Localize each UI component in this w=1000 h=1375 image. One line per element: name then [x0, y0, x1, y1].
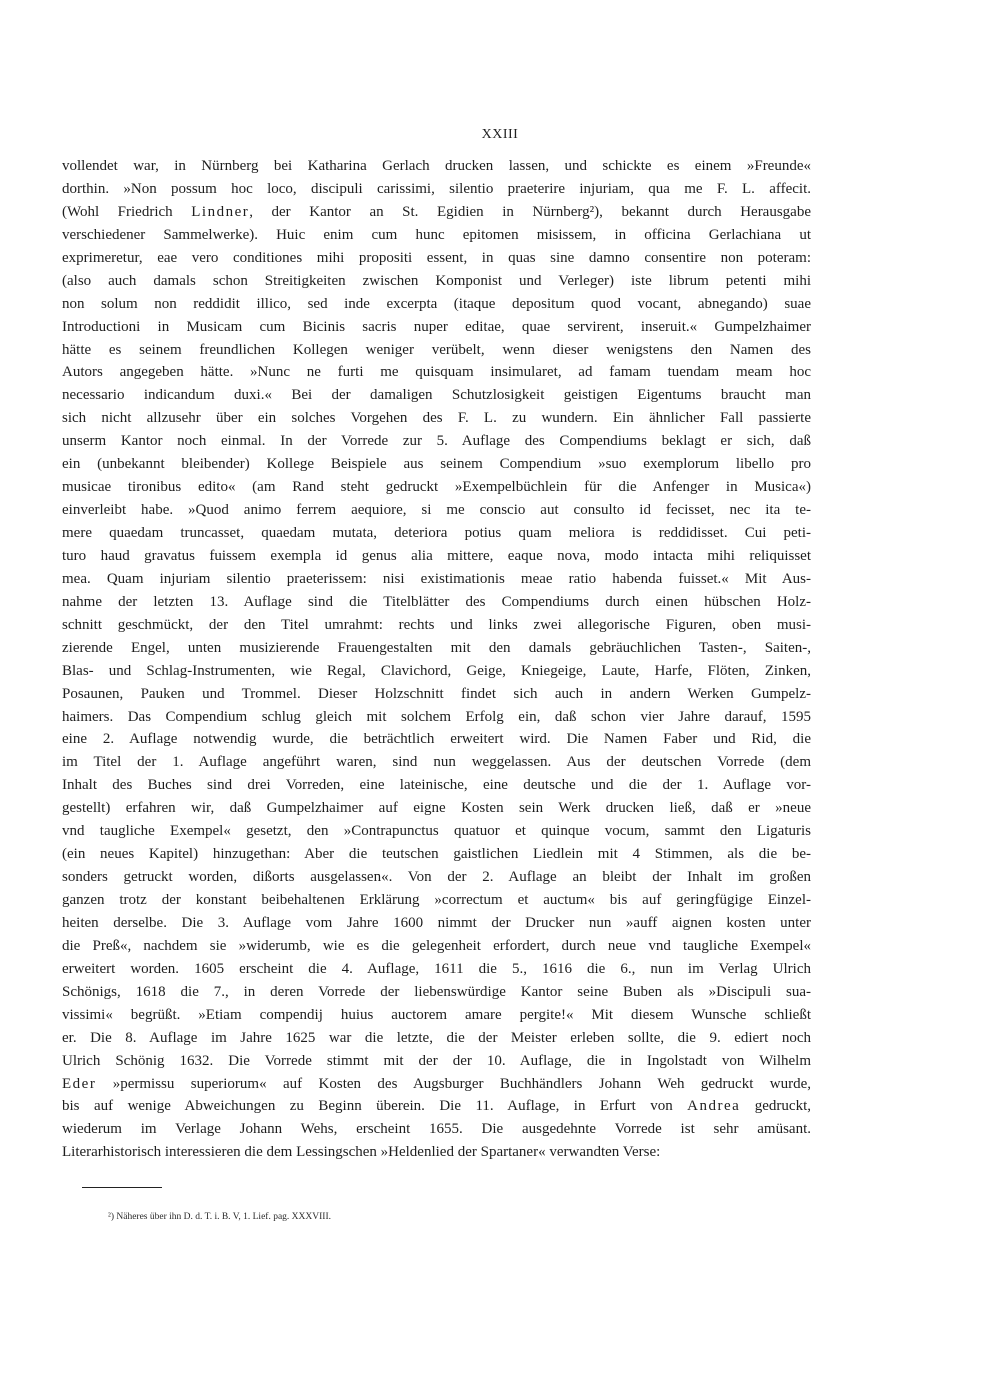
text-line: sich nicht allzusehr über ein solches Vorgehen des F. L. zu wundern. Ein ähnlicher Fall passierte	[62, 410, 811, 427]
text-line: ein (unbekannt bleibender) Kollege Beispiele aus seinem Compendium »suo exemplorum libello pro	[62, 456, 811, 473]
text-line: zierende Engel, unten musizierende Frauengestalten mit den damals gebräuchlichen Tasten-, Saiten-,	[62, 639, 811, 656]
text-line: (Wohl Friedrich Lindner, der Kantor an St. Egidien in Nürnberg²), bekannt durch Herausgabe	[62, 203, 811, 220]
text-line: im Titel der 1. Auflage angeführt waren, sind nun weggelassen. Aus der deutschen Vorrede (dem	[62, 754, 811, 771]
text-line: non solum non reddidit illico, sed inde excerpta (itaque depositum quod vocant, abnegando) suae	[62, 295, 811, 312]
text-line: haimers. Das Compendium schlug gleich mit solchem Erfolg ein, daß schon vier Jahre darauf, 1595	[62, 708, 811, 725]
text-line: vollendet war, in Nürnberg bei Katharina Gerlach drucken lassen, und schickte es einem »Freunde«	[62, 158, 811, 174]
text-line: mere quaedam truncasset, quaedam mutata, deteriora potius quam meliora is reddidisset. Cui peti-	[62, 525, 811, 541]
spaced-name: Lindner	[191, 203, 250, 220]
text-line: vissimi« begrüßt. »Etiam compendij huius auctorem amare pergite!« Mit diesem Wunsche schließt	[62, 1006, 811, 1023]
spaced-name: Andrea	[687, 1098, 741, 1115]
spaced-name: Eder	[62, 1075, 97, 1092]
body-text	[62, 155, 811, 1164]
text-line: Autors angegeben hätte. »Nunc ne furti me quisquam insimularet, ad famam tuendam meam hoc	[62, 364, 811, 381]
text-line: musicae tironibus edito« (am Rand steht gedruckt »Exempelbüchlein für die Anfenger in Musica«)	[62, 479, 811, 496]
text-line: einverleibt habe. »Quod animo ferrem aequiore, si me conscio aut consulto id fecisset, nec ita te-	[62, 502, 811, 519]
text-line: verschiedener Sammelwerke). Huic enim cum hunc epitomen misissem, in officina Gerlachiana ut	[62, 226, 811, 243]
text-line: Literarhistorisch interessieren die dem Lessingschen »Heldenlied der Spartaner« verwandten Verse:	[62, 1144, 661, 1161]
text-line: nahme der letzten 13. Auflage sind die Titelblätter des Compendiums durch einen hübschen Holz-	[62, 593, 811, 610]
text-line: (also auch damals schon Streitigkeiten zwischen Komponist und Verleger) iste librum petenti mihi	[62, 272, 811, 289]
text-line: Ulrich Schönig 1632. Die Vorrede stimmt mit der der 10. Auflage, die in Ingolstadt von Wilhelm	[62, 1052, 811, 1069]
text-line: turo haud gravatus fuissem exempla id genus alia mittere, eaque nova, modo intacta mihi reliquisset	[62, 547, 811, 564]
text-line: bis auf wenige Abweichungen zu Beginn überein. Die 11. Auflage, in Erfurt von Andrea gedruckt,	[62, 1098, 811, 1115]
text-line: heiten derselbe. Die 3. Auflage vom Jahre 1600 nimmt der Drucker nun »auff aignen kosten unter	[62, 914, 811, 931]
text-line: eine 2. Auflage notwendig wurde, die beträchtlich erweitert wird. Die Namen Faber und Rid, die	[62, 731, 811, 748]
text-line: hätte es seinem freundlichen Kollegen weniger verübelt, wenn dieser wenigstens den Namen des	[62, 341, 811, 358]
text-line: gestellt) erfahren wir, daß Gumpelzhaimer auf eigne Kosten sein Werk drucken ließ, daß er »neue	[62, 800, 811, 817]
text-line: wiederum im Verlage Johann Wehs, erscheint 1655. Die ausgedehnte Vorrede ist sehr amüsant.	[62, 1121, 811, 1138]
text-line: necessario indicandum duxi.« Bei der damaligen Schutzlosigkeit geistigen Eigentums braucht man	[62, 387, 811, 404]
text-line: sonders getruckt worden, dißorts ausgelassen«. Von der 2. Auflage an bleibt der Inhalt im großen	[62, 869, 811, 886]
page-number: XXIII	[481, 127, 519, 142]
text-line: die Preß«, nachdem sie »widerumb, wie es die gelegenheit erfordert, durch neue vnd taugliche Exempel«	[62, 937, 811, 954]
text-line: Eder »permissu superiorum« auf Kosten des Augsburger Buchhändlers Johann Weh gedruckt wurde,	[62, 1075, 811, 1092]
footnote: ²) Näheres über ihn D. d. T. i. B. V, 1. Lief. pag. XXXVIII.	[108, 1212, 331, 1222]
text-line: schnitt geschmückt, der den Titel umrahmt: rechts und links zwei allegorische Figuren, oben musi-	[62, 616, 811, 633]
text-line: Posaunen, Pauken und Trommel. Dieser Holzschnitt findet sich auch in andern Werken Gumpelz-	[62, 685, 811, 702]
text-line: er. Die 8. Auflage im Jahre 1625 war die letzte, die der Meister erleben sollte, die 9. ediert noch	[62, 1029, 811, 1046]
text-line: ganzen trotz der konstant beibehaltenen Erklärung »correctum et auctum« bis auf geringfügige Einzel-	[62, 892, 811, 908]
text-line: dorthin. »Non possum hoc loco, discipuli carissimi, silentio praeterire injuriam, qua me F. L. affecit.	[62, 180, 811, 197]
text-line: Inhalt des Buches sind drei Vorreden, eine lateinische, eine deutsche und die der 1. Auflage vor-	[62, 777, 811, 794]
text-line: mea. Quam injuriam silentio praeterissem: nisi existimationis meae ratio habenda fuisset.« Mit Aus-	[62, 570, 811, 587]
text-line: Introductioni in Musicam cum Bicinis sacris nuper editae, quae servirent, inseruit.« Gumpelzhaimer	[62, 318, 811, 335]
text-line: Schönigs, 1618 die 7., in deren Vorrede der liebenswürdige Kantor seine Buben als »Discipuli sua-	[62, 983, 811, 1000]
footnote-divider	[82, 1187, 162, 1188]
text-line: erweitert worden. 1605 erscheint die 4. Auflage, 1611 die 5., 1616 die 6., nun im Verlag Ulrich	[62, 960, 811, 977]
text-line: unserm Kantor noch einmal. In der Vorrede zur 5. Auflage des Compendiums beklagt er sich, daß	[62, 433, 811, 450]
text-line: (ein neues Kapitel) hinzugethan: Aber die teutschen gaistlichen Liedlein mit 4 Stimmen, als die be-	[62, 846, 811, 863]
text-line: Blas- und Schlag-Instrumenten, wie Regal, Clavichord, Geige, Kniegeige, Laute, Harfe, Flöten, Zinken,	[62, 662, 811, 679]
text-line: exprimeretur, eae vero conditiones mihi propositi essent, in quas sine damno consentire non poteram:	[62, 249, 811, 266]
text-line: vnd taugliche Exempel« gesetzt, den »Contrapunctus quatuor et quinque vocum, sammt den Ligaturis	[62, 823, 811, 840]
